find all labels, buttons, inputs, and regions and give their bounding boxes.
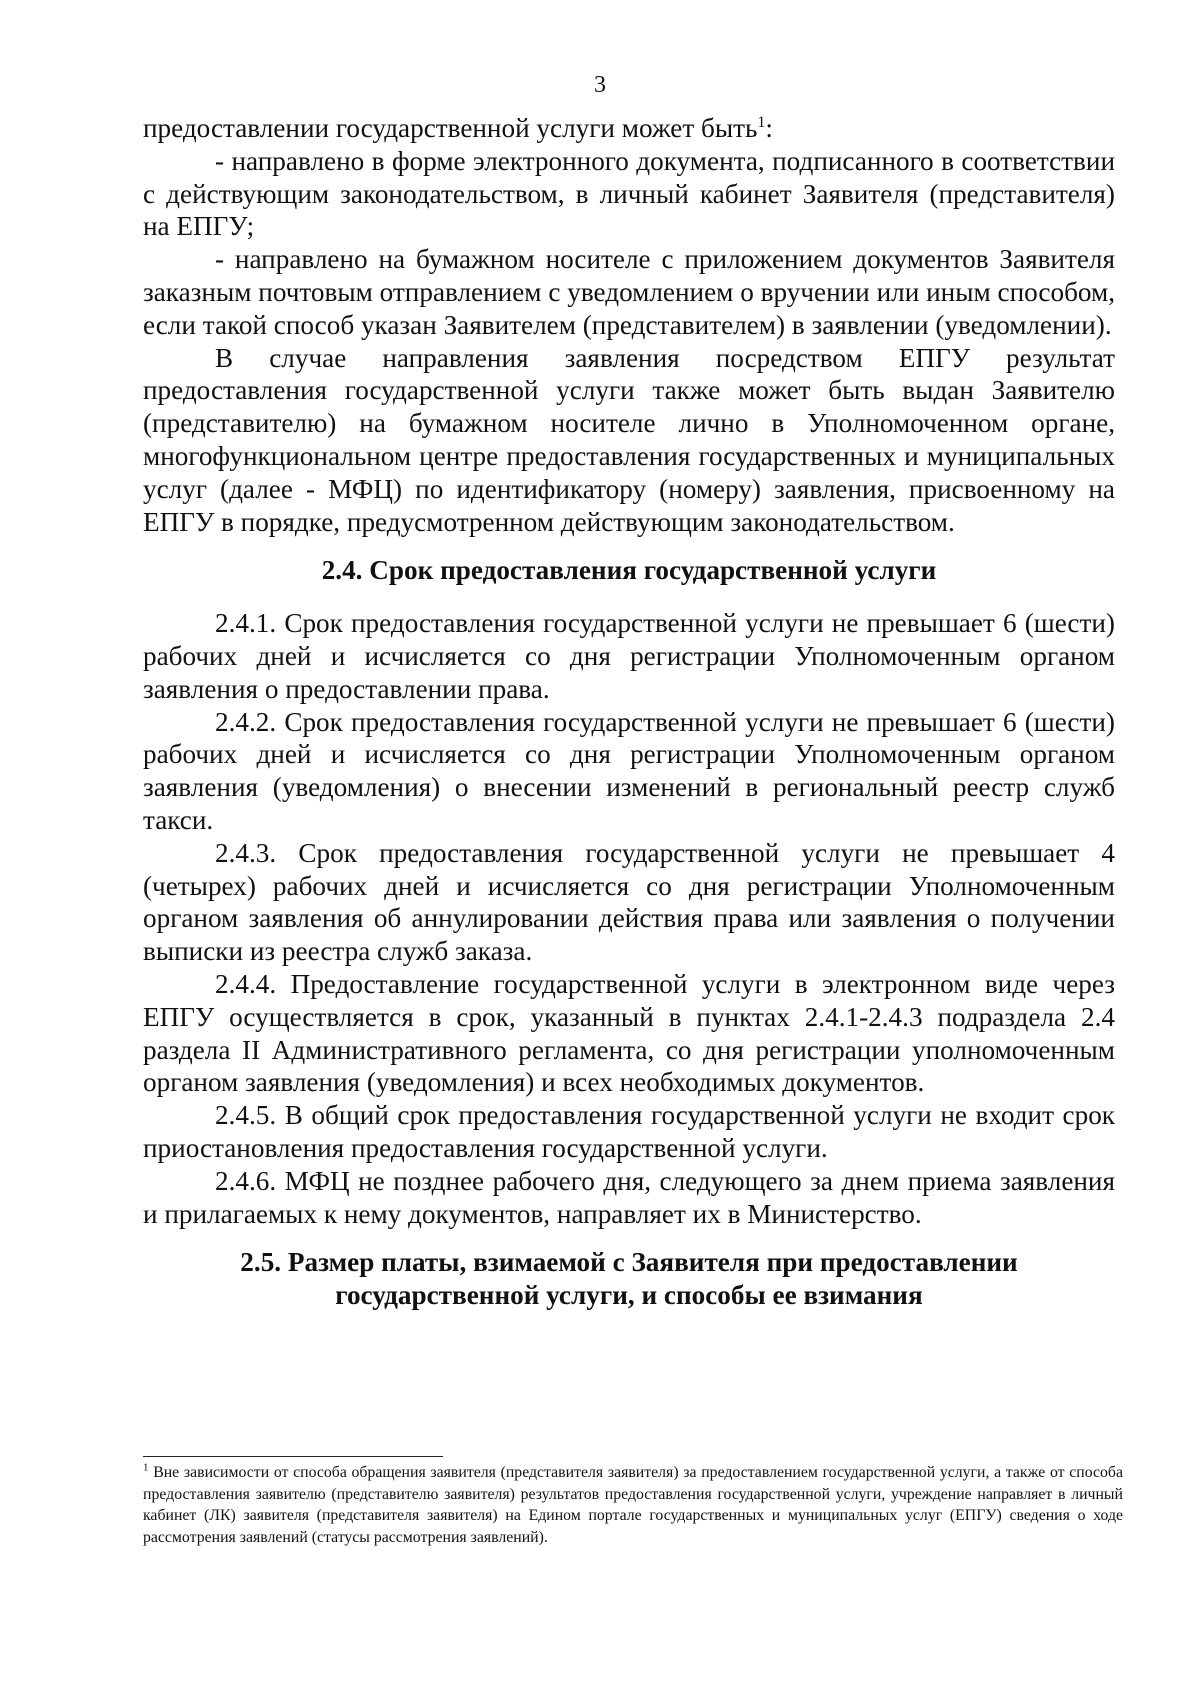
clause-2-4-1: 2.4.1. Срок предоставления государственной услуги не превышает 6 (шести) рабочих дней и исчисляется со дня регистрации Уполномоченным органом заявления о предоставлении права. (143, 608, 1115, 704)
footnote (143, 1462, 1123, 1548)
paragraph-intro-text: предоставлении государственной услуги может быть (143, 113, 758, 143)
section-heading-2-4: 2.4. Срок предоставления государственной услуги (321, 555, 937, 586)
clause-2-4-6: 2.4.6. МФЦ не позднее рабочего дня, следующего за днем приема заявления и прилагаемых к нему документов, направляет их в Министерство. (143, 1165, 1115, 1229)
page-number: 3 (594, 72, 606, 98)
clause-2-4-5: 2.4.5. В общий срок предоставления государственной услуги не входит срок приостановления предоставления государственной услуги. (143, 1100, 1115, 1163)
paragraph-intro (143, 112, 1115, 145)
list-item-electronic: - направлено в форме электронного документа, подписанного в соответствии с действующим законодательством, в личный кабинет Заявителя (представителя) на ЕПГУ; (143, 145, 1115, 242)
footnote-divider (143, 1456, 443, 1457)
spacer (143, 1230, 1115, 1246)
clause-2-4-2: 2.4.2. Срок предоставления государственной услуги не превышает 6 (шести) рабочих дней и исчисляется со дня регистрации Уполномоченным органом заявления (уведомления) о внесении изменений в региональный реестр служб такси. (143, 706, 1115, 835)
footnote-reference: 1 (757, 113, 766, 131)
paragraph-intro-colon: : (765, 113, 773, 143)
section-heading-2-5-line-2: государственной услуги, и способы ее взимания (335, 1280, 923, 1311)
footnote-text: Вне зависимости от способа обращения заявителя (представителя заявителя) за предоставлением государственной услуги, а также от способа предоставления заявителю (представителю заявителя) результатов предоставления государственной услуги, учреждение направляет в личный кабинет (ЛК) заявителя (представителя заявителя) на Едином портале государственных и муниципальных услуг (ЕПГУ) сведения о ходе рассмотрения заявлений (статусы рассмотрения заявлений). (143, 1464, 1123, 1546)
spacer (143, 538, 1115, 554)
document-body (143, 112, 1115, 1312)
list-item-paper: - направлено на бумажном носителе с приложением документов Заявителя заказным почтовым отправлением с уведомлением о вручении или иным способом, если такой способ указан Заявителем (представителем) в заявлении (уведомлении). (143, 244, 1115, 340)
footnote-marker: 1 (143, 1461, 149, 1474)
clause-2-4-3: 2.4.3. Срок предоставления государственной услуги не превышает 4 (четырех) рабочих дней и исчисляется со дня регистрации Уполномоченным органом заявления об аннулировании действия права или заявления о получении выписки из реестра служб заказа. (143, 837, 1115, 967)
clause-2-4-4: 2.4.4. Предоставление государственной услуги в электронном виде через ЕПГУ осуществляется в срок, указанный в пунктах 2.4.1-2.4.3 подраздела 2.4 раздела II Административного регламента, со дня регистрации уполномоченным органом заявления (уведомления) и всех необходимых документов. (143, 968, 1115, 1098)
section-heading-2-5-line-1: 2.5. Размер платы, взимаемой с Заявителя при предоставлении (240, 1247, 1018, 1278)
paragraph-epgu-result: В случае направления заявления посредством ЕПГУ результат предоставления государственной услуги также может быть выдан Заявителю (представителю) на бумажном носителе лично в Уполномоченном органе, многофункциональном центре предоставления государственных и муниципальных услуг (далее - МФЦ) по идентификатору (номеру) заявления, присвоенному на ЕПГУ в порядке, предусмотренном действующим законодательством. (143, 342, 1115, 537)
